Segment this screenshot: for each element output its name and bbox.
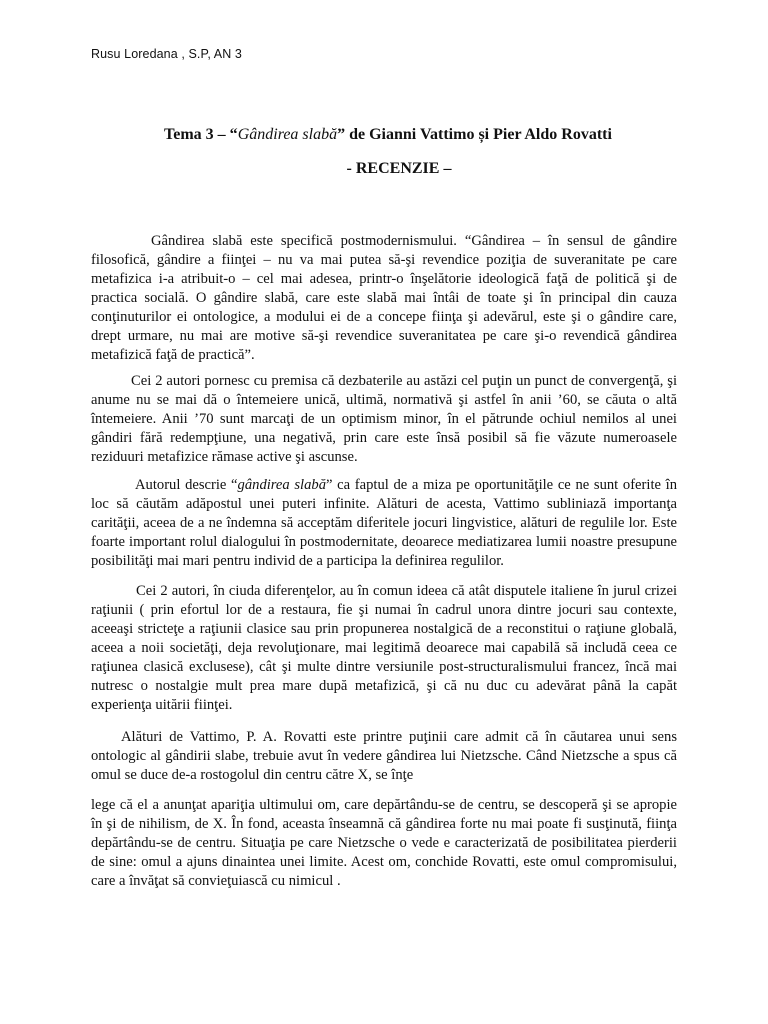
paragraph-6: lege că el a anunţat apariţia ultimului om, care depărtându-se de centru, se descoperă şi se apropie în şi de nihilism, de X. În fond, aceasta înseamnă că gândirea forte nu mai poate fi susţinută, fiinţa depărtându-se de centru. Situaţia pe care Nietzsche o vede e caracterizată de posibilitatea pierderii de sine: omul a ajuns dinaintea unei limite. Acest om, conchide Rovatti, este omul compromisului, care a învăţat să convieţuiască cu nimicul .: [91, 797, 677, 889]
paragraph-5: Alături de Vattimo, P. A. Rovatti este printre puţinii care admit că în căutarea unui sens ontologic al gândirii slabe, trebuie avut în vedere gândirea lui Nietzsche. Când Nietzsche a spus că omul se duce de-a rostogolul din centru către X, se înţe: [91, 729, 677, 783]
paragraph-3-italic-term: gândirea slabă: [237, 477, 326, 493]
paragraph-2: Cei 2 autori pornesc cu premisa că dezbaterile au astăzi cel puţin un punct de convergenţă, şi anume nu se mai dă o întemeiere unică, ultimă, normativă şi astfel în anii ’60, se căuta o altă întemeiere. Anii ’70 sunt marcaţi de un optimism minor, în el pătrunde ochiul nemilos al unei gândiri fără redempţiune, una negativă, prin care este însă posibil să fie văzute numeroasele reziduuri metafizice rămase active şi ascunse.: [91, 373, 677, 465]
title-suffix: ” de Gianni Vattimo și Pier Aldo Rovatti: [337, 126, 612, 143]
title-prefix: Tema 3 – “: [164, 126, 238, 143]
title-italic-work: Gândirea slabă: [237, 126, 338, 143]
paragraph-3-lead: Autorul descrie “: [135, 477, 238, 493]
paragraph-3: [91, 476, 677, 571]
page-title: [0, 126, 768, 144]
paragraph-3-rest: ” ca faptul de a miza pe oportunităţile ce ne sunt oferite în loc să căutăm adăpostul unei puteri infinite. Alături de acesta, Vattimo subliniază importanţa carităţii, aceea de a ne îndemna să acceptăm diferitele jocuri lingvistice, alături de regulile lor. Este foarte important rolul dialogului în postmodernitate, deoarece mediatizarea lumii noastre presupune posibilităţi mai mari pentru individ de a participa la definirea regulilor.: [91, 477, 677, 569]
author-header: Rusu Loredana , S.P, AN 3: [91, 47, 242, 61]
paragraph-4: Cei 2 autori, în ciuda diferenţelor, au în comun ideea că atât disputele italiene în jurul crizei raţiunii ( prin efortul lor de a restaura, fie şi numai în cadrul unora dintre jocuri sau contexte, aceeaşi stricteţe a raţiunii clasice sau prin propunerea nostalgică de a reconstitui o raţiune globală, aceea a noii societăţi, deja revoluţionare, mai legitimă deoarece mai capabilă să includă ceea ce raţiunea clasică exclusese), cât şi multe dintre versiunile post-structuralismului francez, încă mai nutresc o nostalgie mult prea mare după metafizică, şi că nu duc cu adevărat până la capăt experienţa uitării fiinţei.: [91, 583, 677, 713]
paragraph-1: Gândirea slabă este specifică postmodernismului. “Gândirea – în sensul de gândire filosofică, gândire a fiinţei – nu va mai putea să-şi revendice poziţia de suveranitate pe care metafizica i-a atribuit-o – cel mai adesea, printr-o înşelătorie ideologică faţă de politică şi de practica socială. O gândire slabă, care este slabă mai întâi de toate şi în principal din cauza conţinuturilor ei ontologice, a modului ei de a concepe fiinţa şi adevărul, este şi o gândire care, drept urmare, nu mai are motive să-şi revendice suveranitatea pe care şi-o revendică gândirea metafizică faţă de practică”.: [91, 233, 677, 363]
page-subtitle: - RECENZIE –: [346, 160, 452, 177]
